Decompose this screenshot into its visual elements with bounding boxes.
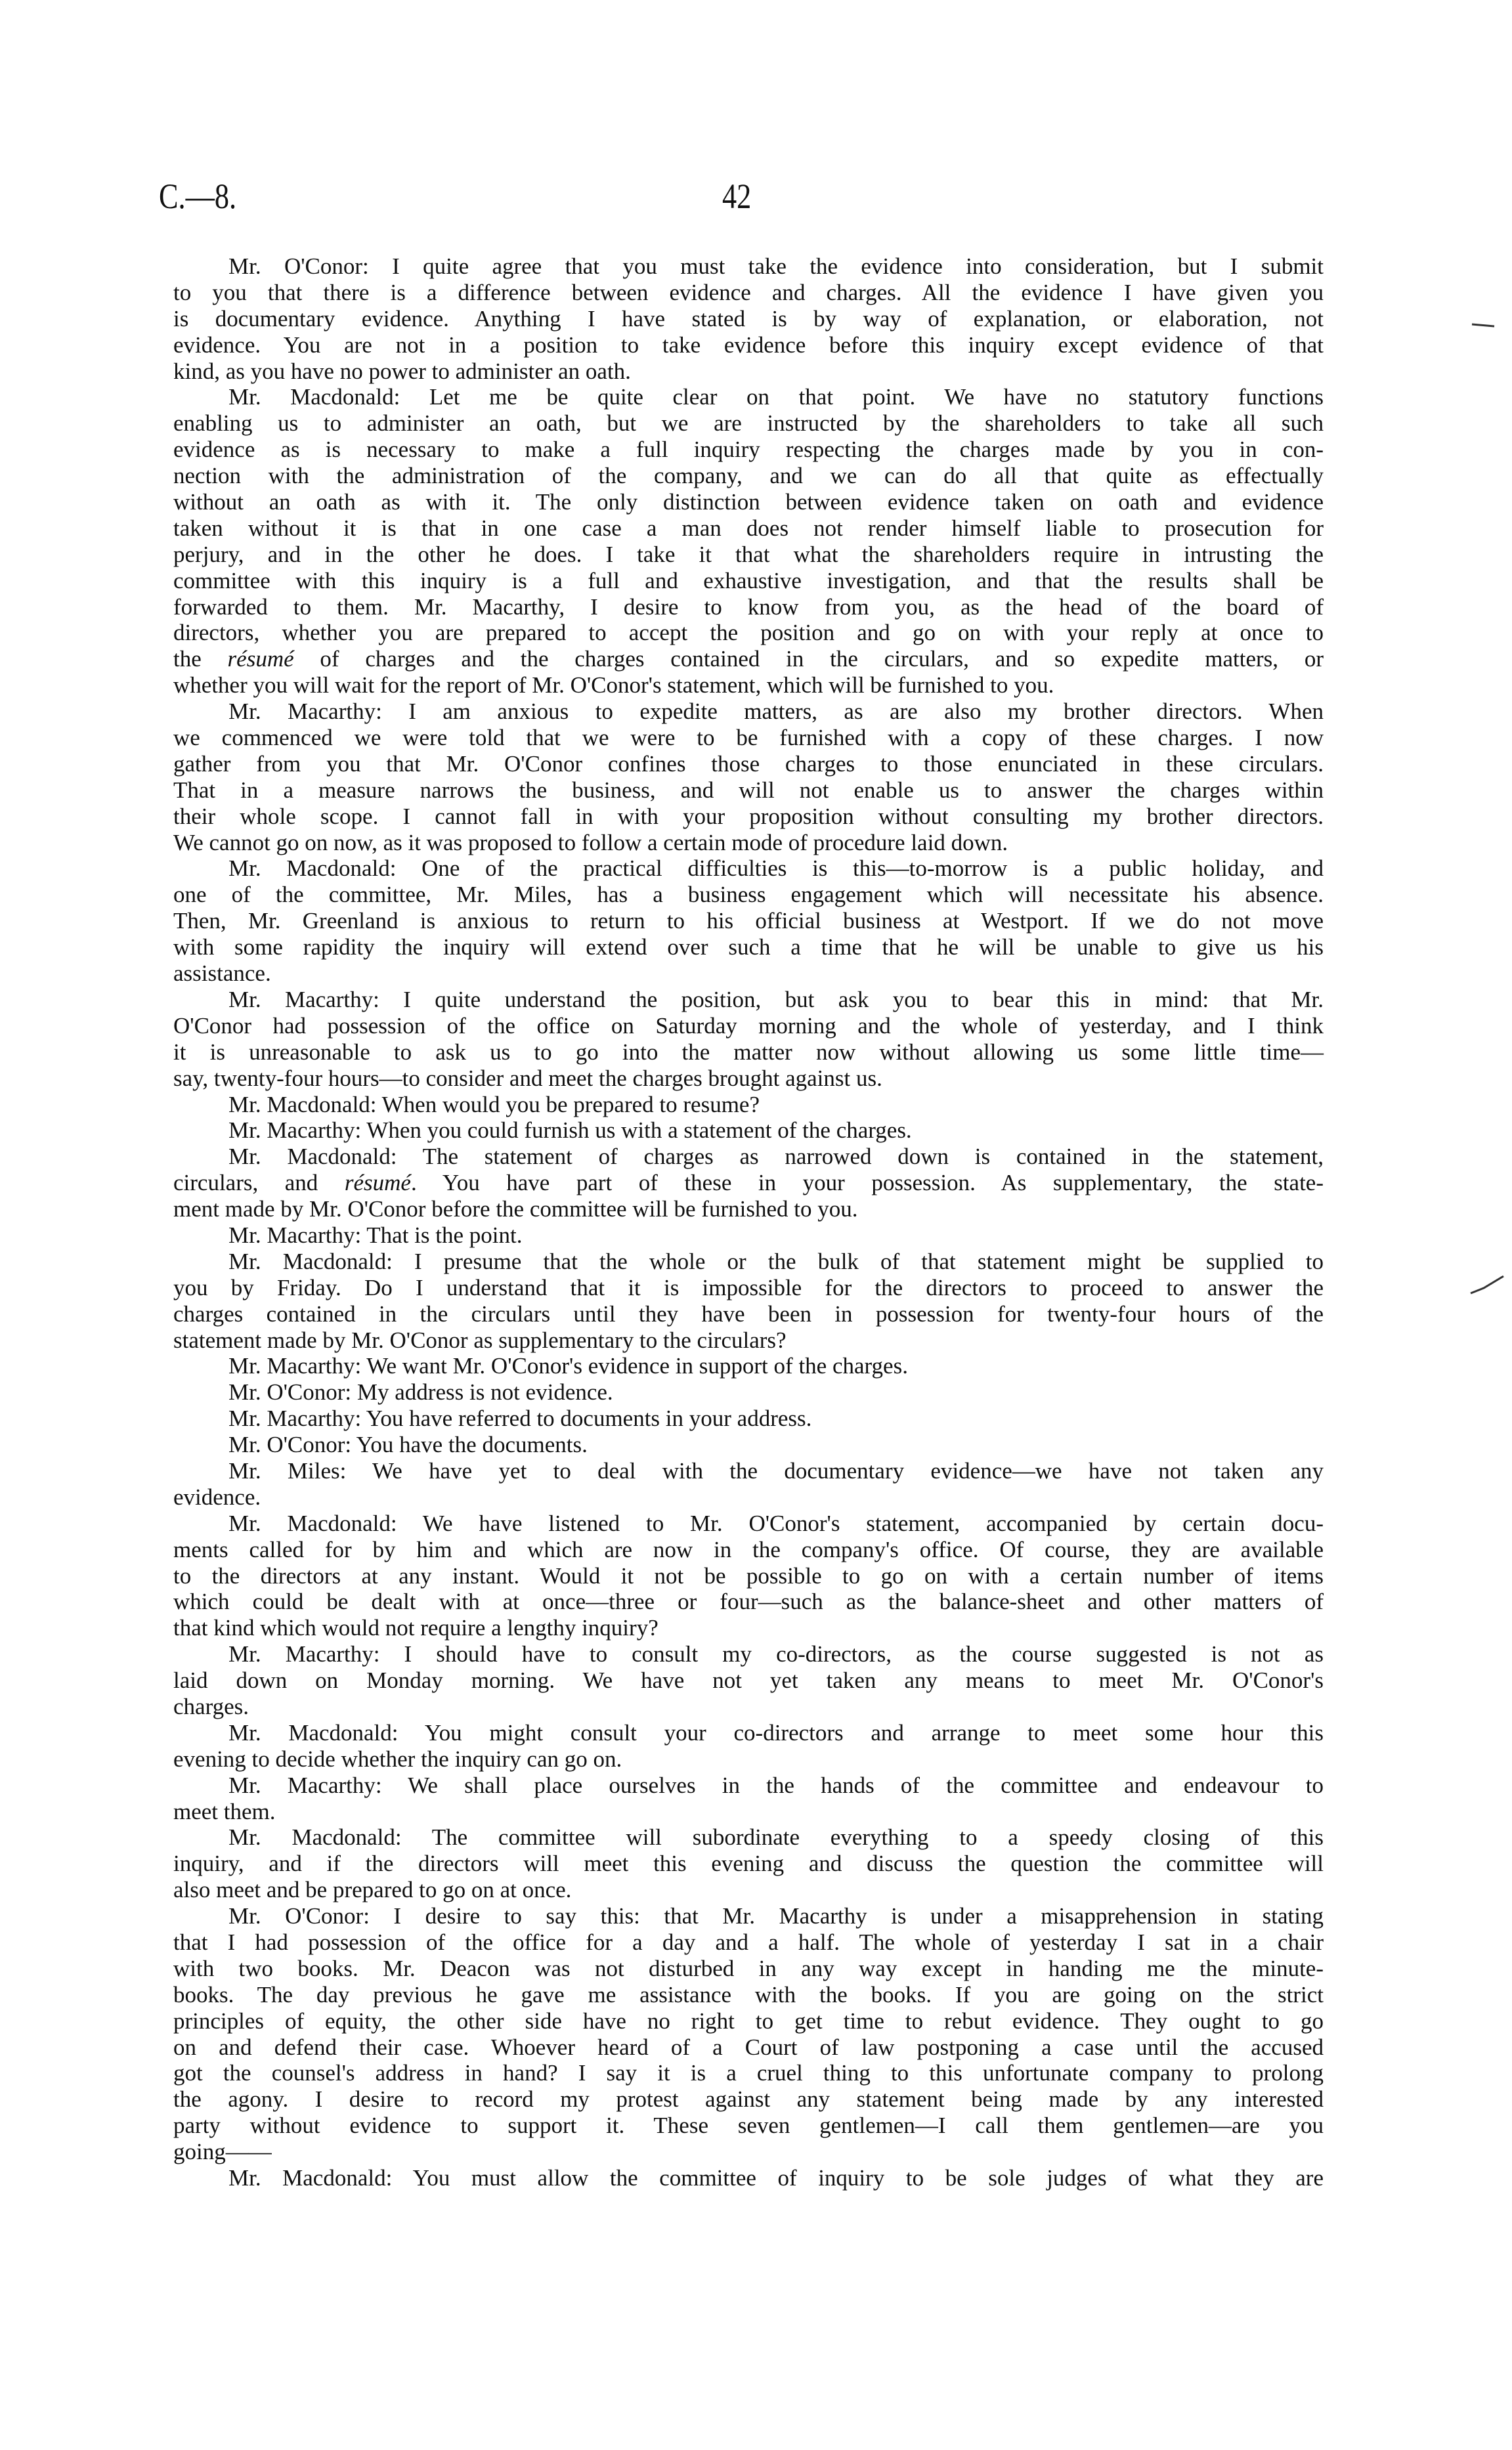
text-line: We cannot go on now, as it was proposed to follow a certain mode of procedure laid down. — [173, 829, 1008, 855]
paragraph — [173, 1432, 1324, 1458]
text-line: O'Conor had possession of the office on Saturday morning and the whole of yesterday, and I think — [173, 1012, 1324, 1039]
text-line: Mr. Macarthy: When you could furnish us with a statement of the charges. — [228, 1117, 912, 1144]
text-line: also meet and be prepared to go on at once. — [173, 1877, 572, 1903]
text-line: Mr. Macarthy: I am anxious to expedite matters, as are also my brother directors. When — [228, 698, 1324, 725]
text-line: party without evidence to support it. These seven gentlemen—I call them gentlemen—are you — [173, 2113, 1324, 2139]
text-line: evidence as is necessary to make a full inquiry respecting the charges made by you in con- — [173, 437, 1324, 463]
text-line: going—— — [173, 2139, 272, 2165]
document-body — [173, 253, 1324, 2191]
text-line: That in a measure narrows the business, and will not enable us to answer the charges within — [173, 777, 1324, 803]
text-line: Mr. Macdonald: The statement of charges as narrowed down is contained in the statement, — [228, 1144, 1324, 1170]
text-line: it is unreasonable to ask us to go into the matter now without allowing us some little time— — [173, 1039, 1324, 1065]
paragraph — [173, 1092, 1324, 1118]
text-line: to the directors at any instant. Would it not be possible to go on with a certain number of items — [173, 1562, 1324, 1589]
text-line: Mr. Macdonald: Let me be quite clear on that point. We have no statutory functions — [228, 384, 1324, 410]
text-line: to you that there is a difference between evidence and charges. All the evidence I have given you — [173, 279, 1324, 305]
paragraph — [173, 1773, 1324, 1825]
text-line: circulars, and résumé. You have part of these in your possession. As supplementary, the state- — [173, 1170, 1324, 1196]
paragraph — [173, 384, 1324, 698]
text-line: Mr. O'Conor: My address is not evidence. — [228, 1379, 613, 1406]
paragraph — [173, 1353, 1324, 1379]
paragraph — [173, 1379, 1324, 1406]
page-number: 42 — [722, 177, 752, 216]
margin-dash-mark — [1471, 320, 1497, 330]
text-line: their whole scope. I cannot fall in with your proposition without consulting my brother directors. — [173, 803, 1324, 829]
text-line: principles of equity, the other side have no right to get time to rebut evidence. They ought to go — [173, 2008, 1324, 2034]
text-line: whether you will wait for the report of Mr. O'Conor's statement, which will be furnished to you. — [173, 672, 1054, 698]
paragraph — [173, 1249, 1324, 1354]
text-line: Mr. Macdonald: One of the practical difficulties is this—to-morrow is a public holiday, and — [228, 855, 1324, 882]
text-line: without an oath as with it. The only distinction between evidence taken on oath and evidence — [173, 489, 1324, 515]
text-line: directors, whether you are prepared to accept the position and go on with your reply at once to — [173, 620, 1324, 646]
document-code: C.—8. — [159, 177, 237, 216]
text-line: evidence. — [173, 1484, 261, 1510]
text-line: enabling us to administer an oath, but we are instructed by the shareholders to take all such — [173, 410, 1324, 437]
text-line: evidence. You are not in a position to take evidence before this inquiry except evidence of that — [173, 332, 1324, 358]
text-line: Mr. Macarthy: I should have to consult my co-directors, as the course suggested is not as — [228, 1641, 1324, 1667]
text-line: Mr. Macdonald: You might consult your co-directors and arrange to meet some hour this — [228, 1719, 1324, 1746]
text-line: charges contained in the circulars until they have been in possession for twenty-four hours of the — [173, 1300, 1324, 1327]
text-line: charges. — [173, 1693, 249, 1719]
text-line: you by Friday. Do I understand that it is impossible for the directors to proceed to answer the — [173, 1274, 1324, 1300]
text-line: is documentary evidence. Anything I have stated is by way of explanation, or elaboration, not — [173, 305, 1324, 332]
text-line: say, twenty-four hours—to consider and meet the charges brought against us. — [173, 1065, 882, 1091]
text-line: Mr. Macdonald: You must allow the committee of inquiry to be sole judges of what they are — [228, 2165, 1324, 2191]
paragraph — [173, 1117, 1324, 1144]
paragraph — [173, 1144, 1324, 1222]
text-line: ments called for by him and which are now in the company's office. Of course, they are available — [173, 1536, 1324, 1562]
text-line: Mr. Macdonald: When would you be prepared to resume? — [228, 1091, 760, 1117]
text-line: with two books. Mr. Deacon was not disturbed in any way except in handing me the minute- — [173, 1955, 1324, 1981]
text-line: Mr. Macarthy: That is the point. — [228, 1222, 523, 1248]
text-line: Mr. Macarthy: We shall place ourselves in the hands of the committee and endeavour to — [228, 1772, 1324, 1798]
text-line: perjury, and in the other he does. I take it that what the shareholders require in intrusting the — [173, 541, 1324, 567]
text-line: with some rapidity the inquiry will extend over such a time that he will be unable to give us his — [173, 934, 1324, 960]
text-line: that kind which would not require a lengthy inquiry? — [173, 1615, 659, 1641]
text-line: we commenced we were told that we were to be furnished with a copy of these charges. I now — [173, 725, 1324, 751]
text-line: laid down on Monday morning. We have not yet taken any means to meet Mr. O'Conor's — [173, 1667, 1324, 1694]
text-line: the résumé of charges and the charges contained in the circulars, and so expedite matters, or — [173, 646, 1324, 672]
text-line: Mr. Macdonald: The committee will subordinate everything to a speedy closing of this — [228, 1824, 1324, 1851]
paragraph — [173, 1824, 1324, 1903]
text-line: which could be dealt with at once—three or four—such as the balance-sheet and other matters of — [173, 1589, 1324, 1615]
text-line: Mr. Macdonald: We have listened to Mr. O'Conor's statement, accompanied by certain docu- — [228, 1510, 1324, 1536]
text-line: Mr. Macarthy: You have referred to documents in your address. — [228, 1406, 812, 1432]
text-line: evening to decide whether the inquiry can go on. — [173, 1746, 622, 1772]
text-line: taken without it is that in one case a man does not render himself liable to prosecution for — [173, 515, 1324, 541]
paragraph — [173, 1222, 1324, 1249]
paragraph — [173, 855, 1324, 986]
text-line: inquiry, and if the directors will meet this evening and discuss the question the committee will — [173, 1851, 1324, 1877]
text-line: books. The day previous he gave me assistance with the books. If you are going on the strict — [173, 1981, 1324, 2008]
text-line: got the counsel's address in hand? I say it is a cruel thing to this unfortunate company to prolong — [173, 2060, 1324, 2086]
text-line: Mr. O'Conor: I quite agree that you must take the evidence into consideration, but I submit — [228, 253, 1324, 279]
text-line: statement made by Mr. O'Conor as supplementary to the circulars? — [173, 1327, 787, 1353]
paragraph — [173, 1458, 1324, 1511]
text-line: Mr. O'Conor: You have the documents. — [228, 1432, 588, 1458]
paragraph — [173, 1903, 1324, 2165]
text-line: Mr. Macarthy: I quite understand the position, but ask you to bear this in mind: that Mr. — [228, 986, 1324, 1012]
text-line: gather from you that Mr. O'Conor confines those charges to those enunciated in these circulars. — [173, 750, 1324, 777]
text-line: Mr. Macdonald: I presume that the whole or the bulk of that statement might be supplied to — [228, 1248, 1324, 1274]
text-line: one of the committee, Mr. Miles, has a business engagement which will necessitate his absence. — [173, 882, 1324, 908]
text-line: committee with this inquiry is a full and exhaustive investigation, and that the results shall be — [173, 567, 1324, 593]
text-line: Mr. O'Conor: I desire to say this: that Mr. Macarthy is under a misapprehension in stating — [228, 1903, 1324, 1929]
text-line: ment made by Mr. O'Conor before the committee will be furnished to you. — [173, 1196, 858, 1222]
margin-check-mark — [1468, 1274, 1507, 1300]
text-line: the agony. I desire to record my protest against any statement being made by any interested — [173, 2086, 1324, 2113]
text-line: Mr. Miles: We have yet to deal with the documentary evidence—we have not taken any — [228, 1457, 1324, 1484]
text-line: assistance. — [173, 960, 271, 987]
paragraph — [173, 698, 1324, 855]
text-line: kind, as you have no power to administer an oath. — [173, 358, 631, 384]
paragraph — [173, 1720, 1324, 1773]
text-line: forwarded to them. Mr. Macarthy, I desire to know from you, as the head of the board of — [173, 593, 1324, 620]
text-line: nection with the administration of the company, and we can do all that quite as effectually — [173, 463, 1324, 489]
text-line: that I had possession of the office for a day and a half. The whole of yesterday I sat in a chair — [173, 1929, 1324, 1955]
paragraph — [173, 1511, 1324, 1641]
text-line: Mr. Macarthy: We want Mr. O'Conor's evidence in support of the charges. — [228, 1353, 908, 1379]
text-line: Then, Mr. Greenland is anxious to return to his official business at Westport. If we do not move — [173, 908, 1324, 934]
paragraph — [173, 987, 1324, 1092]
text-line: on and defend their case. Whoever heard of a Court of law postponing a case until the accused — [173, 2034, 1324, 2060]
paragraph — [173, 253, 1324, 384]
paragraph — [173, 1406, 1324, 1432]
paragraph — [173, 1641, 1324, 1720]
text-line: meet them. — [173, 1798, 276, 1824]
paragraph — [173, 2165, 1324, 2191]
